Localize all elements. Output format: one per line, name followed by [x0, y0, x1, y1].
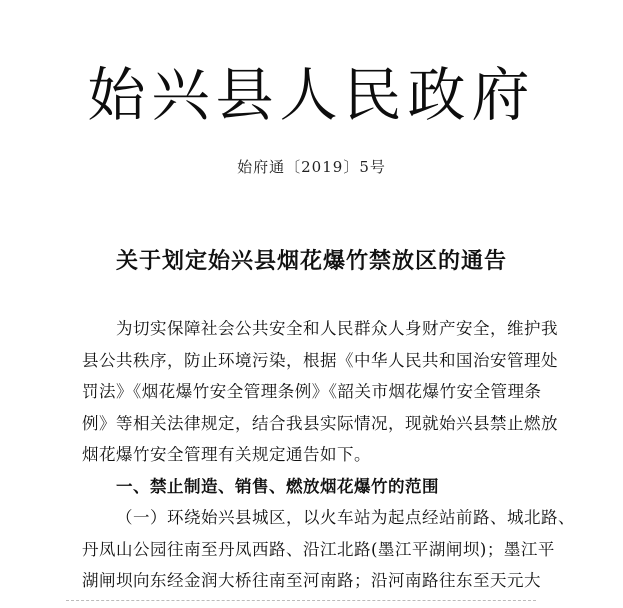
page-edge-divider [66, 600, 536, 601]
document-number: 始府通〔2019〕5号 [237, 158, 386, 176]
body-line: 县公共秩序，防止环境污染，根据《中华人民共和国治安管理处 [82, 350, 558, 370]
body-line: （一）环绕始兴县城区，以火车站为起点经站前路、城北路、 [116, 508, 575, 527]
body-line: 罚法》《烟花爆竹安全管理条例》《韶关市烟花爆竹安全管理条 [82, 382, 542, 401]
org-title: 始兴县人民政府 [87, 61, 536, 129]
notice-body [82, 313, 582, 597]
body-line: 烟花爆竹安全管理有关规定通告如下。 [82, 445, 371, 464]
notice-title: 关于划定始兴县烟花爆竹禁放区的通告 [115, 248, 507, 274]
body-line: 丹凤山公园往南至丹凤西路、沿江北路(墨江平湖闸坝)；墨江平 [82, 539, 555, 559]
body-line: 例》等相关法律规定，结合我县实际情况，现就始兴县禁止燃放 [82, 413, 558, 433]
body-line: 湖闸坝向东经金润大桥往南至河南路；沿河南路往东至天元大 [82, 571, 541, 590]
body-line: 为切实保障社会公共安全和人民群众人身财产安全，维护我 [116, 319, 558, 338]
section-heading: 一、禁止制造、销售、燃放烟花爆竹的范围 [116, 476, 439, 496]
